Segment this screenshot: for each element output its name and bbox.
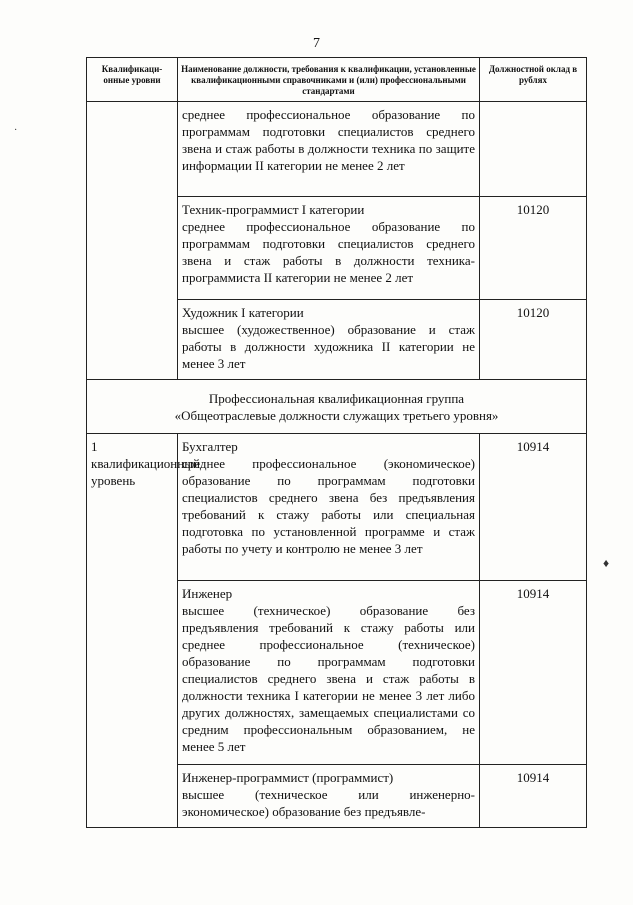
- position-requirements: среднее профессиональное образование по программам подготовки специалистов среднего звена и стаж работы в должности техника по защите информации II категории не менее 2 лет: [182, 107, 475, 173]
- salary-table: [86, 57, 587, 828]
- position-cell: [178, 765, 480, 828]
- position-title: Инженер-программист (программист): [182, 770, 394, 785]
- group-heading-line-2: «Общеотраслевые должности служащих третьего уровня»: [174, 408, 499, 423]
- position-cell: [178, 581, 480, 765]
- salary-cell: [480, 102, 587, 197]
- salary-cell: 10120: [480, 197, 587, 300]
- position-requirements: среднее профессиональное (экономическое) образование по программам подготовки специалистов среднего звена без предъявления требований к стажу работы или специальная подготовка по установленной программе и стаж работы по учету и контролю не менее 3 лет: [182, 456, 475, 556]
- salary-cell: 10914: [480, 581, 587, 765]
- header-position: Наименование должности, требования к квалификации, установленные квалификационными справочниками и (или) профессиональными стандартами: [178, 58, 480, 102]
- salary-cell: 10914: [480, 434, 587, 581]
- position-requirements: высшее (техническое или инженерно-экономическое) образование без предъявле-: [182, 787, 475, 819]
- scan-speck: ·: [14, 125, 18, 136]
- position-title: Инженер: [182, 586, 233, 601]
- table-row: [87, 434, 587, 581]
- group-heading: [87, 380, 587, 434]
- position-requirements: высшее (художественное) образование и стаж работы в должности художника II категории не менее 3 лет: [182, 322, 475, 371]
- position-title: Художник I категории: [182, 305, 304, 320]
- position-requirements: высшее (техническое) образование без предъявления требований к стажу работы или среднее профессиональное (техническое) образование по программам подготовки специалистов среднего звена и стаж работы в должности техника I категории не менее 3 лет либо других должностях, замещаемых специалистами со средним профессиональным образованием, не менее 5 лет: [182, 603, 475, 754]
- position-title: Техник-программист I категории: [182, 202, 365, 217]
- page-number: 7: [313, 36, 320, 51]
- group-heading-line-1: Профессиональная квалификационная группа: [208, 391, 465, 406]
- level-cell-empty: [87, 102, 178, 380]
- position-cell: [178, 197, 480, 300]
- table-row: [87, 102, 587, 197]
- salary-cell: 10914: [480, 765, 587, 828]
- position-cell: [178, 300, 480, 380]
- qualification-level: 1 квалификационный уровень: [87, 434, 178, 828]
- group-heading-row: [87, 380, 587, 434]
- table-header-row: [87, 58, 587, 102]
- salary-cell: 10120: [480, 300, 587, 380]
- header-salary: Должностной оклад в рублях: [480, 58, 587, 102]
- position-requirements: среднее профессиональное образование по программам подготовки специалистов среднего звена и стаж работы в должности техника-программиста II категории не менее 2 лет: [182, 219, 475, 285]
- scan-speck: ♦: [603, 556, 610, 570]
- position-cell: [178, 434, 480, 581]
- header-level: Квалификаци-онные уровни: [87, 58, 178, 102]
- position-cell: [178, 102, 480, 197]
- position-title: Бухгалтер: [182, 439, 238, 454]
